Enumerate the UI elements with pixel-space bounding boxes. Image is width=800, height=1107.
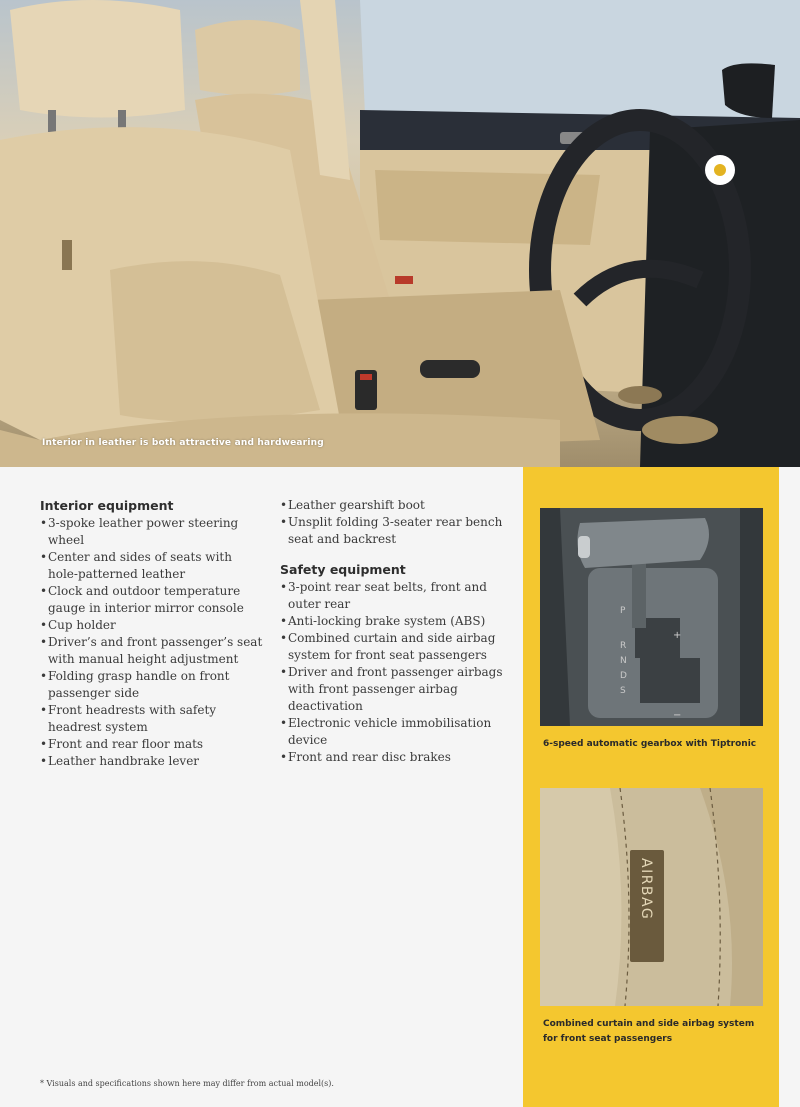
list-item: • Driver and front passenger airbags with front passenger airbag deactivation xyxy=(280,664,515,715)
list-item: • Combined curtain and side airbag system for front seat passengers xyxy=(280,630,515,664)
gearbox-illustration xyxy=(540,508,763,726)
shift-label-n: N xyxy=(620,656,627,666)
list-item: • 3-spoke leather power steering wheel xyxy=(40,515,265,549)
airbag-tag-text: AIRBAG xyxy=(638,858,654,921)
list-item: • Front and rear disc brakes xyxy=(280,749,515,766)
safety-equipment-heading: Safety equipment xyxy=(280,562,406,577)
list-item: • Front headrests with safety headrest system xyxy=(40,702,265,736)
airbag-photo xyxy=(540,788,763,1006)
interior-photo xyxy=(0,0,800,467)
interior-equipment-list xyxy=(40,515,265,770)
footnote: * Visuals and specifications shown here may differ from actual model(s). xyxy=(40,1079,334,1088)
equipment-continued-section xyxy=(280,497,515,766)
list-item: • Driver’s and front passenger’s seat with manual height adjustment xyxy=(40,634,265,668)
airbag-caption: Combined curtain and side airbag system for front seat passengers xyxy=(543,1019,755,1044)
gearbox-photo xyxy=(540,508,763,726)
list-item: • Folding grasp handle on front passenger side xyxy=(40,668,265,702)
list-item: • Clock and outdoor temperature gauge in interior mirror console xyxy=(40,583,265,617)
list-item: • Center and sides of seats with hole-patterned leather xyxy=(40,549,265,583)
safety-equipment-list xyxy=(280,579,515,766)
list-item: • Leather handbrake lever xyxy=(40,753,265,770)
airbag-illustration xyxy=(540,788,763,1006)
tiptronic-minus: − xyxy=(673,710,682,721)
gearbox-caption: 6-speed automatic gearbox with Tiptronic xyxy=(543,739,757,749)
list-item: • Unsplit folding 3-seater rear bench seat and backrest xyxy=(280,514,515,548)
list-item: • Electronic vehicle immobilisation device xyxy=(280,715,515,749)
list-item: • Cup holder xyxy=(40,617,265,634)
shift-label-d: D xyxy=(620,671,627,681)
side-panel xyxy=(523,467,779,1107)
shift-label-s: S xyxy=(620,686,626,696)
hero-caption: Interior in leather is both attractive and hardwearing xyxy=(42,438,324,448)
interior-equipment-list-continued xyxy=(280,497,515,548)
shift-label-p: P xyxy=(620,606,626,616)
interior-illustration xyxy=(0,0,800,467)
list-item: • Front and rear floor mats xyxy=(40,736,265,753)
list-item: • 3-point rear seat belts, front and outer rear xyxy=(280,579,515,613)
interior-equipment-section xyxy=(40,497,265,770)
list-item: • Anti-locking brake system (ABS) xyxy=(280,613,515,630)
list-item: • Leather gearshift boot xyxy=(280,497,515,514)
interior-equipment-heading: Interior equipment xyxy=(40,498,174,513)
shift-label-r: R xyxy=(620,641,627,651)
tiptronic-plus: + xyxy=(673,630,682,641)
